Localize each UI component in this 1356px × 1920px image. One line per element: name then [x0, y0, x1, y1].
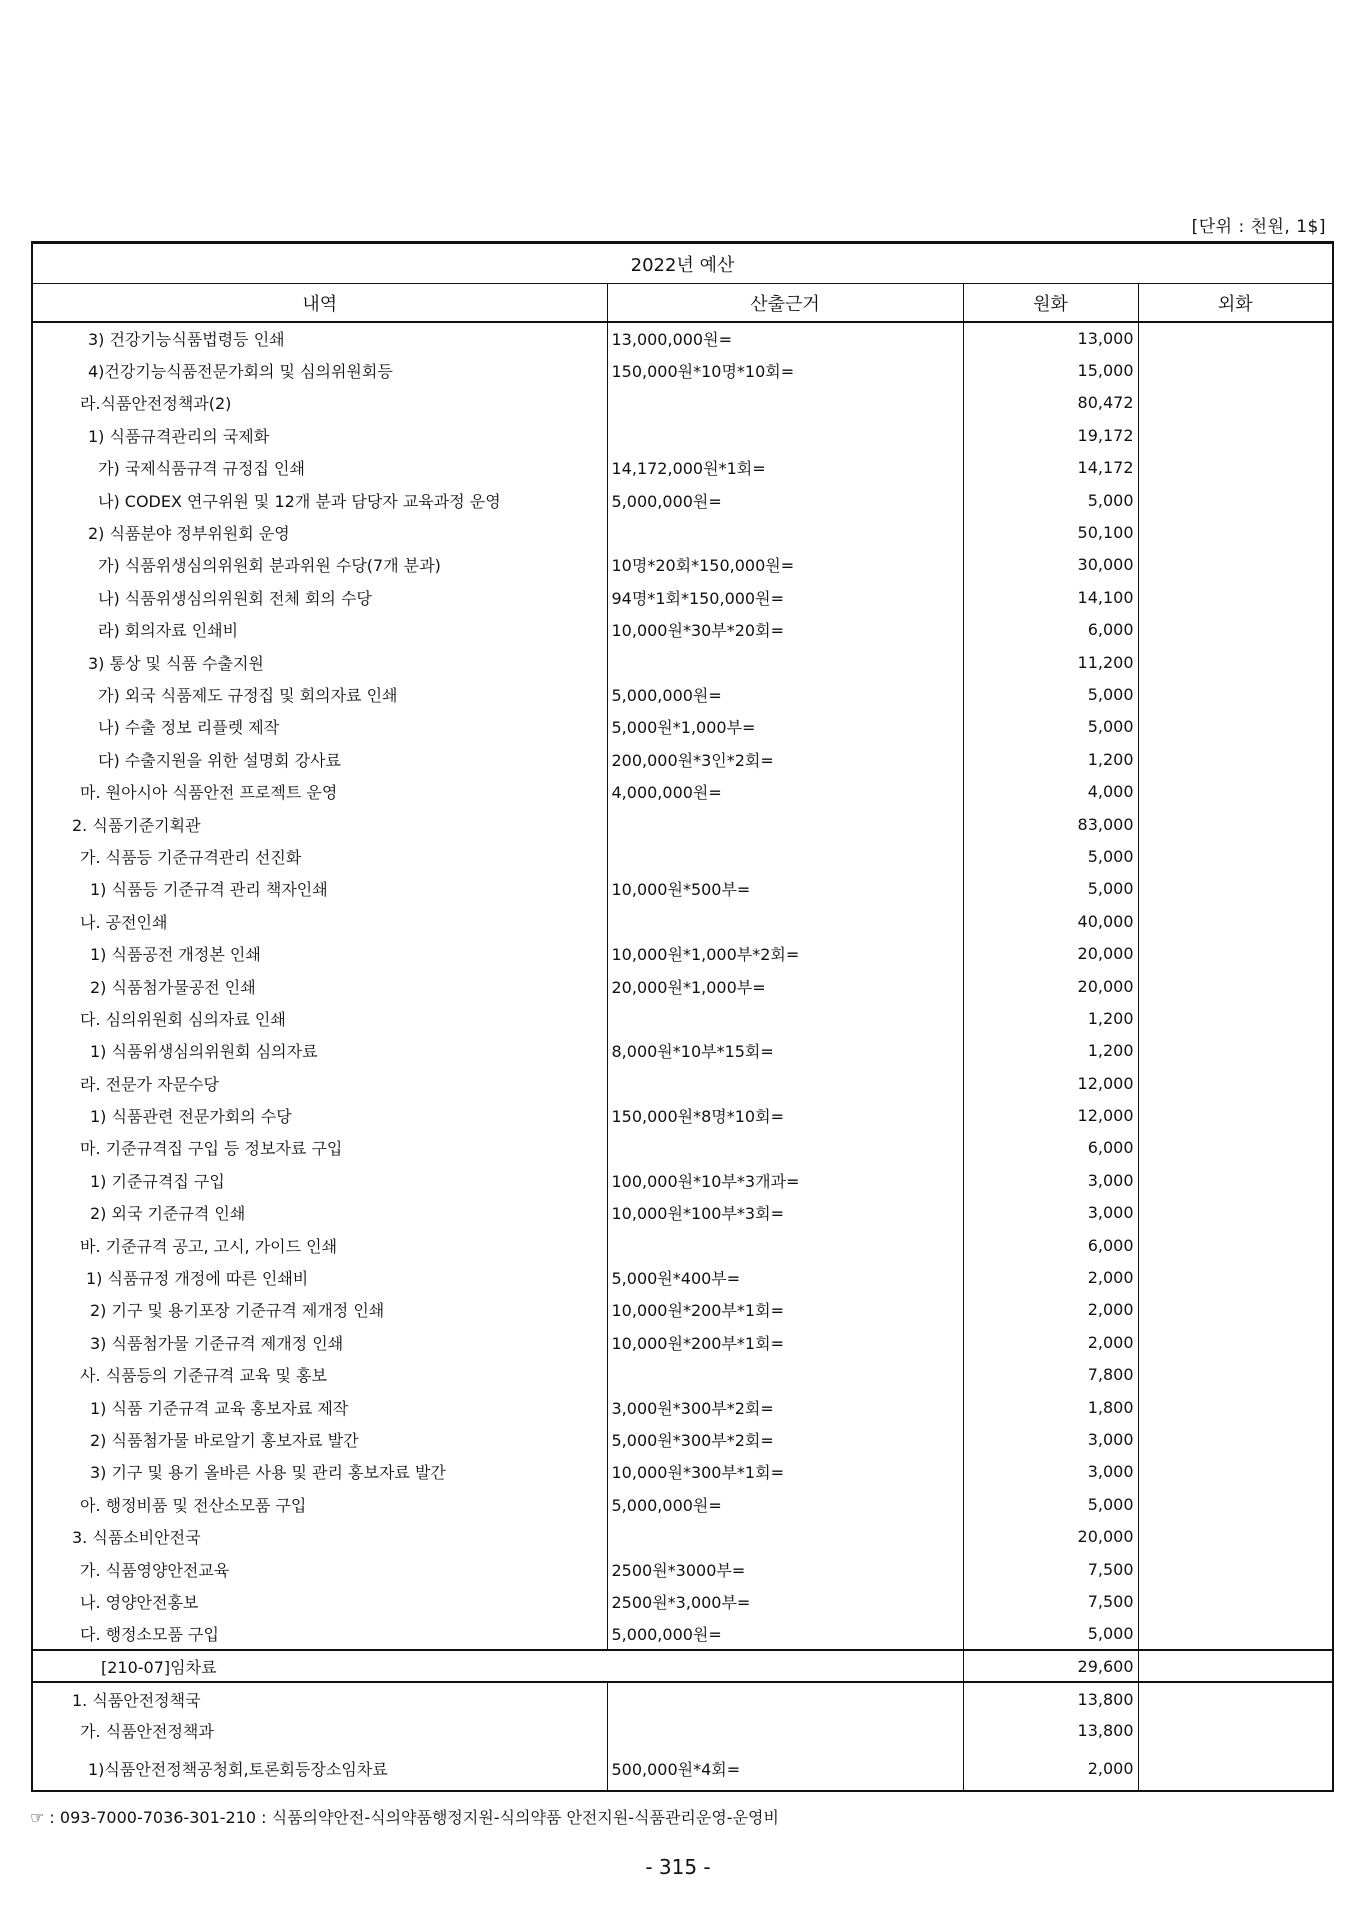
row-basis: 10,000원*200부*1회=	[607, 1326, 963, 1358]
table-row	[32, 322, 1333, 354]
row-foreign	[1138, 1423, 1333, 1455]
row-item: 2. 식품기준기획관	[32, 808, 607, 840]
row-item: 1) 식품위생심의위원회 심의자료	[32, 1035, 607, 1067]
row-foreign	[1138, 1099, 1333, 1131]
row-item: 다) 수출지원을 위한 설명회 강사료	[32, 743, 607, 775]
row-foreign	[1138, 937, 1333, 969]
row-item: 1) 식품규정 개정에 따른 인쇄비	[32, 1261, 607, 1293]
row-item: 바. 기준규격 공고, 고시, 가이드 인쇄	[32, 1229, 607, 1261]
table-row	[32, 1488, 1333, 1520]
row-item: 2) 식품첨가물 바로알기 홍보자료 발간	[32, 1423, 607, 1455]
row-basis	[607, 1229, 963, 1261]
table-row	[32, 1035, 1333, 1067]
row-basis: 5,000,000원=	[607, 1618, 963, 1650]
row-foreign	[1138, 419, 1333, 451]
table-row	[32, 775, 1333, 807]
row-krw: 5,000	[963, 711, 1138, 743]
row-item: 사. 식품등의 기준규격 교육 및 홍보	[32, 1359, 607, 1391]
row-basis: 3,000원*300부*2회=	[607, 1391, 963, 1423]
table-row	[32, 1747, 1333, 1791]
row-foreign	[1138, 1520, 1333, 1552]
row-krw: 80,472	[963, 387, 1138, 419]
row-basis	[607, 1132, 963, 1164]
row-basis	[607, 1002, 963, 1034]
row-basis: 5,000,000원=	[607, 1488, 963, 1520]
row-foreign	[1138, 452, 1333, 484]
subheading-foreign	[1138, 1650, 1333, 1682]
row-krw: 13,000	[963, 322, 1138, 354]
table-row	[32, 711, 1333, 743]
row-basis	[607, 840, 963, 872]
row-item: 가. 식품등 기준규격관리 선진화	[32, 840, 607, 872]
row-item: 가. 식품안전정책과	[32, 1715, 607, 1747]
unit-label: [단위 : 천원, 1$]	[1191, 217, 1326, 237]
row-krw: 1,200	[963, 1035, 1138, 1067]
row-krw: 11,200	[963, 646, 1138, 678]
row-basis: 4,000,000원=	[607, 775, 963, 807]
subheading-row	[32, 1650, 1333, 1682]
row-basis	[607, 1520, 963, 1552]
row-basis	[607, 1067, 963, 1099]
table-row	[32, 484, 1333, 516]
row-foreign	[1138, 1261, 1333, 1293]
row-krw: 5,000	[963, 1488, 1138, 1520]
row-krw: 50,100	[963, 516, 1138, 548]
table-row	[32, 581, 1333, 613]
row-foreign	[1138, 646, 1333, 678]
row-foreign	[1138, 1294, 1333, 1326]
budget-table	[31, 241, 1334, 1792]
table-row	[32, 419, 1333, 451]
row-item: 다. 심의위원회 심의자료 인쇄	[32, 1002, 607, 1034]
row-foreign	[1138, 322, 1333, 354]
row-basis: 5,000원*400부=	[607, 1261, 963, 1293]
row-basis: 10,000원*200부*1회=	[607, 1294, 963, 1326]
row-foreign	[1138, 1715, 1333, 1747]
row-item: 1. 식품안전정책국	[32, 1682, 607, 1714]
table-row	[32, 1197, 1333, 1229]
row-krw: 15,000	[963, 354, 1138, 386]
row-krw: 12,000	[963, 1067, 1138, 1099]
table-row	[32, 1391, 1333, 1423]
row-krw: 20,000	[963, 970, 1138, 1002]
row-foreign	[1138, 1067, 1333, 1099]
row-item: 2) 식품분야 정부위원회 운영	[32, 516, 607, 548]
row-krw: 2,000	[963, 1326, 1138, 1358]
table-row	[32, 1715, 1333, 1747]
row-basis: 500,000원*4회=	[607, 1747, 963, 1791]
row-krw: 5,000	[963, 1618, 1138, 1650]
table-title: 2022년 예산	[32, 243, 1333, 284]
row-basis	[607, 808, 963, 840]
row-basis: 94명*1회*150,000원=	[607, 581, 963, 613]
table-row	[32, 905, 1333, 937]
row-foreign	[1138, 1682, 1333, 1714]
table-row	[32, 1002, 1333, 1034]
table-row	[32, 1261, 1333, 1293]
row-krw: 6,000	[963, 1229, 1138, 1261]
table-row	[32, 873, 1333, 905]
row-foreign	[1138, 1456, 1333, 1488]
table-row	[32, 516, 1333, 548]
row-foreign	[1138, 1002, 1333, 1034]
row-krw: 14,100	[963, 581, 1138, 613]
row-item: 3) 식품첨가물 기준규격 제개정 인쇄	[32, 1326, 607, 1358]
table-row	[32, 1682, 1333, 1714]
table-row	[32, 1553, 1333, 1585]
row-krw: 1,200	[963, 1002, 1138, 1034]
row-krw: 1,800	[963, 1391, 1138, 1423]
row-basis: 5,000,000원=	[607, 678, 963, 710]
row-foreign	[1138, 1553, 1333, 1585]
row-krw: 20,000	[963, 1520, 1138, 1552]
row-foreign	[1138, 1132, 1333, 1164]
row-basis: 10명*20회*150,000원=	[607, 549, 963, 581]
header-krw: 원화	[963, 284, 1138, 323]
row-basis: 13,000,000원=	[607, 322, 963, 354]
row-krw: 13,800	[963, 1715, 1138, 1747]
row-item: 2) 기구 및 용기포장 기준규격 제개정 인쇄	[32, 1294, 607, 1326]
table-row	[32, 1294, 1333, 1326]
row-basis: 5,000원*300부*2회=	[607, 1423, 963, 1455]
row-item: 마. 기준규격집 구입 등 정보자료 구입	[32, 1132, 607, 1164]
table-row	[32, 1067, 1333, 1099]
row-basis	[607, 905, 963, 937]
row-basis	[607, 1715, 963, 1747]
row-krw: 83,000	[963, 808, 1138, 840]
row-krw: 3,000	[963, 1423, 1138, 1455]
row-krw: 5,000	[963, 873, 1138, 905]
table-row	[32, 678, 1333, 710]
row-krw: 13,800	[963, 1682, 1138, 1714]
row-krw: 30,000	[963, 549, 1138, 581]
header-basis: 산출근거	[607, 284, 963, 323]
row-item: 가) 국제식품규격 규정집 인쇄	[32, 452, 607, 484]
table-row	[32, 1099, 1333, 1131]
row-basis: 14,172,000원*1회=	[607, 452, 963, 484]
table-row	[32, 1423, 1333, 1455]
row-item: 3) 건강기능식품법령등 인쇄	[32, 322, 607, 354]
table-row	[32, 937, 1333, 969]
row-item: 1) 식품등 기준규격 관리 책자인쇄	[32, 873, 607, 905]
table-row	[32, 549, 1333, 581]
row-item: 2) 식품첨가물공전 인쇄	[32, 970, 607, 1002]
row-basis	[607, 387, 963, 419]
row-krw: 4,000	[963, 775, 1138, 807]
row-item: 3) 통상 및 식품 수출지원	[32, 646, 607, 678]
row-krw: 3,000	[963, 1456, 1138, 1488]
row-basis: 8,000원*10부*15회=	[607, 1035, 963, 1067]
table-row	[32, 452, 1333, 484]
row-item: 2) 외국 기준규격 인쇄	[32, 1197, 607, 1229]
table-title-row	[32, 243, 1333, 284]
row-krw: 19,172	[963, 419, 1138, 451]
row-krw: 7,800	[963, 1359, 1138, 1391]
row-item: 1) 식품규격관리의 국제화	[32, 419, 607, 451]
row-krw: 2,000	[963, 1261, 1138, 1293]
row-krw: 6,000	[963, 1132, 1138, 1164]
row-krw: 12,000	[963, 1099, 1138, 1131]
table-row	[32, 1229, 1333, 1261]
row-basis: 10,000원*500부=	[607, 873, 963, 905]
row-basis	[607, 646, 963, 678]
row-foreign	[1138, 775, 1333, 807]
row-krw: 6,000	[963, 614, 1138, 646]
table-row	[32, 808, 1333, 840]
table-row	[32, 646, 1333, 678]
row-basis: 20,000원*1,000부=	[607, 970, 963, 1002]
budget-code-footnote: ☞ : 093-7000-7036-301-210 : 식품의약안전-식의약품행정지원-식의약품 안전지원-식품관리운영-운영비	[30, 1808, 779, 1827]
table-header-row	[32, 284, 1333, 323]
table-row	[32, 1520, 1333, 1552]
row-foreign	[1138, 1326, 1333, 1358]
row-krw: 5,000	[963, 840, 1138, 872]
row-foreign	[1138, 354, 1333, 386]
row-basis	[607, 419, 963, 451]
row-krw: 7,500	[963, 1585, 1138, 1617]
row-item: 1) 식품공전 개정본 인쇄	[32, 937, 607, 969]
row-basis	[607, 1682, 963, 1714]
row-item: 라) 회의자료 인쇄비	[32, 614, 607, 646]
row-item: 가) 외국 식품제도 규정집 및 회의자료 인쇄	[32, 678, 607, 710]
table-row	[32, 354, 1333, 386]
row-krw: 2,000	[963, 1747, 1138, 1791]
table-row	[32, 840, 1333, 872]
table-body	[32, 322, 1333, 1791]
row-foreign	[1138, 1488, 1333, 1520]
row-foreign	[1138, 387, 1333, 419]
row-basis: 10,000원*1,000부*2회=	[607, 937, 963, 969]
row-foreign	[1138, 840, 1333, 872]
row-krw: 3,000	[963, 1164, 1138, 1196]
row-foreign	[1138, 1585, 1333, 1617]
table-row	[32, 1326, 1333, 1358]
row-item: 나. 공전인쇄	[32, 905, 607, 937]
subheading-item: [210-07]임차료	[32, 1650, 963, 1682]
row-item: 아. 행정비품 및 전산소모품 구입	[32, 1488, 607, 1520]
row-foreign	[1138, 711, 1333, 743]
row-foreign	[1138, 614, 1333, 646]
table-row	[32, 1164, 1333, 1196]
row-basis: 2500원*3,000부=	[607, 1585, 963, 1617]
table-row	[32, 1456, 1333, 1488]
row-foreign	[1138, 1391, 1333, 1423]
row-krw: 40,000	[963, 905, 1138, 937]
row-krw: 14,172	[963, 452, 1138, 484]
row-krw: 5,000	[963, 484, 1138, 516]
row-basis: 100,000원*10부*3개과=	[607, 1164, 963, 1196]
row-foreign	[1138, 549, 1333, 581]
table-row	[32, 1585, 1333, 1617]
row-krw: 3,000	[963, 1197, 1138, 1229]
row-basis: 5,000,000원=	[607, 484, 963, 516]
row-basis: 5,000원*1,000부=	[607, 711, 963, 743]
row-item: 다. 행정소모품 구입	[32, 1618, 607, 1650]
table-row	[32, 743, 1333, 775]
row-foreign	[1138, 1747, 1333, 1791]
row-item: 1)식품안전정책공청회,토론회등장소임차료	[32, 1747, 607, 1791]
row-item: 가. 식품영양안전교육	[32, 1553, 607, 1585]
table-row	[32, 970, 1333, 1002]
row-item: 1) 식품 기준규격 교육 홍보자료 제작	[32, 1391, 607, 1423]
row-item: 가) 식품위생심의위원회 분과위원 수당(7개 분과)	[32, 549, 607, 581]
row-basis	[607, 1359, 963, 1391]
table-row	[32, 614, 1333, 646]
row-item: 1) 식품관련 전문가회의 수당	[32, 1099, 607, 1131]
row-item: 1) 기준규격집 구입	[32, 1164, 607, 1196]
table-row	[32, 1132, 1333, 1164]
row-foreign	[1138, 678, 1333, 710]
row-krw: 7,500	[963, 1553, 1138, 1585]
row-basis: 10,000원*30부*20회=	[607, 614, 963, 646]
row-foreign	[1138, 1618, 1333, 1650]
row-item: 라.식품안전정책과(2)	[32, 387, 607, 419]
row-foreign	[1138, 484, 1333, 516]
row-foreign	[1138, 1197, 1333, 1229]
row-foreign	[1138, 1164, 1333, 1196]
header-item: 내역	[32, 284, 607, 323]
table-row	[32, 1359, 1333, 1391]
row-basis: 150,000원*10명*10회=	[607, 354, 963, 386]
row-foreign	[1138, 873, 1333, 905]
row-item: 라. 전문가 자문수당	[32, 1067, 607, 1099]
subheading-krw: 29,600	[963, 1650, 1138, 1682]
row-basis: 200,000원*3인*2회=	[607, 743, 963, 775]
row-foreign	[1138, 1229, 1333, 1261]
row-foreign	[1138, 808, 1333, 840]
row-item: 나) CODEX 연구위원 및 12개 분과 담당자 교육과정 운영	[32, 484, 607, 516]
row-basis: 150,000원*8명*10회=	[607, 1099, 963, 1131]
row-krw: 1,200	[963, 743, 1138, 775]
page-number: - 315 -	[645, 1855, 711, 1879]
row-basis: 10,000원*100부*3회=	[607, 1197, 963, 1229]
row-foreign	[1138, 581, 1333, 613]
row-basis	[607, 516, 963, 548]
row-basis: 10,000원*300부*1회=	[607, 1456, 963, 1488]
row-item: 마. 원아시아 식품안전 프로젝트 운영	[32, 775, 607, 807]
row-foreign	[1138, 516, 1333, 548]
row-item: 3) 기구 및 용기 올바른 사용 및 관리 홍보자료 발간	[32, 1456, 607, 1488]
header-foreign: 외화	[1138, 284, 1333, 323]
row-item: 3. 식품소비안전국	[32, 1520, 607, 1552]
table-row	[32, 1618, 1333, 1650]
row-basis: 2500원*3000부=	[607, 1553, 963, 1585]
row-item: 나) 수출 정보 리플렛 제작	[32, 711, 607, 743]
row-foreign	[1138, 743, 1333, 775]
row-krw: 2,000	[963, 1294, 1138, 1326]
row-foreign	[1138, 905, 1333, 937]
row-krw: 20,000	[963, 937, 1138, 969]
row-item: 나) 식품위생심의위원회 전체 회의 수당	[32, 581, 607, 613]
row-foreign	[1138, 1035, 1333, 1067]
row-foreign	[1138, 970, 1333, 1002]
table-row	[32, 387, 1333, 419]
row-krw: 5,000	[963, 678, 1138, 710]
row-item: 4)건강기능식품전문가회의 및 심의위원회등	[32, 354, 607, 386]
row-item: 나. 영양안전홍보	[32, 1585, 607, 1617]
row-foreign	[1138, 1359, 1333, 1391]
